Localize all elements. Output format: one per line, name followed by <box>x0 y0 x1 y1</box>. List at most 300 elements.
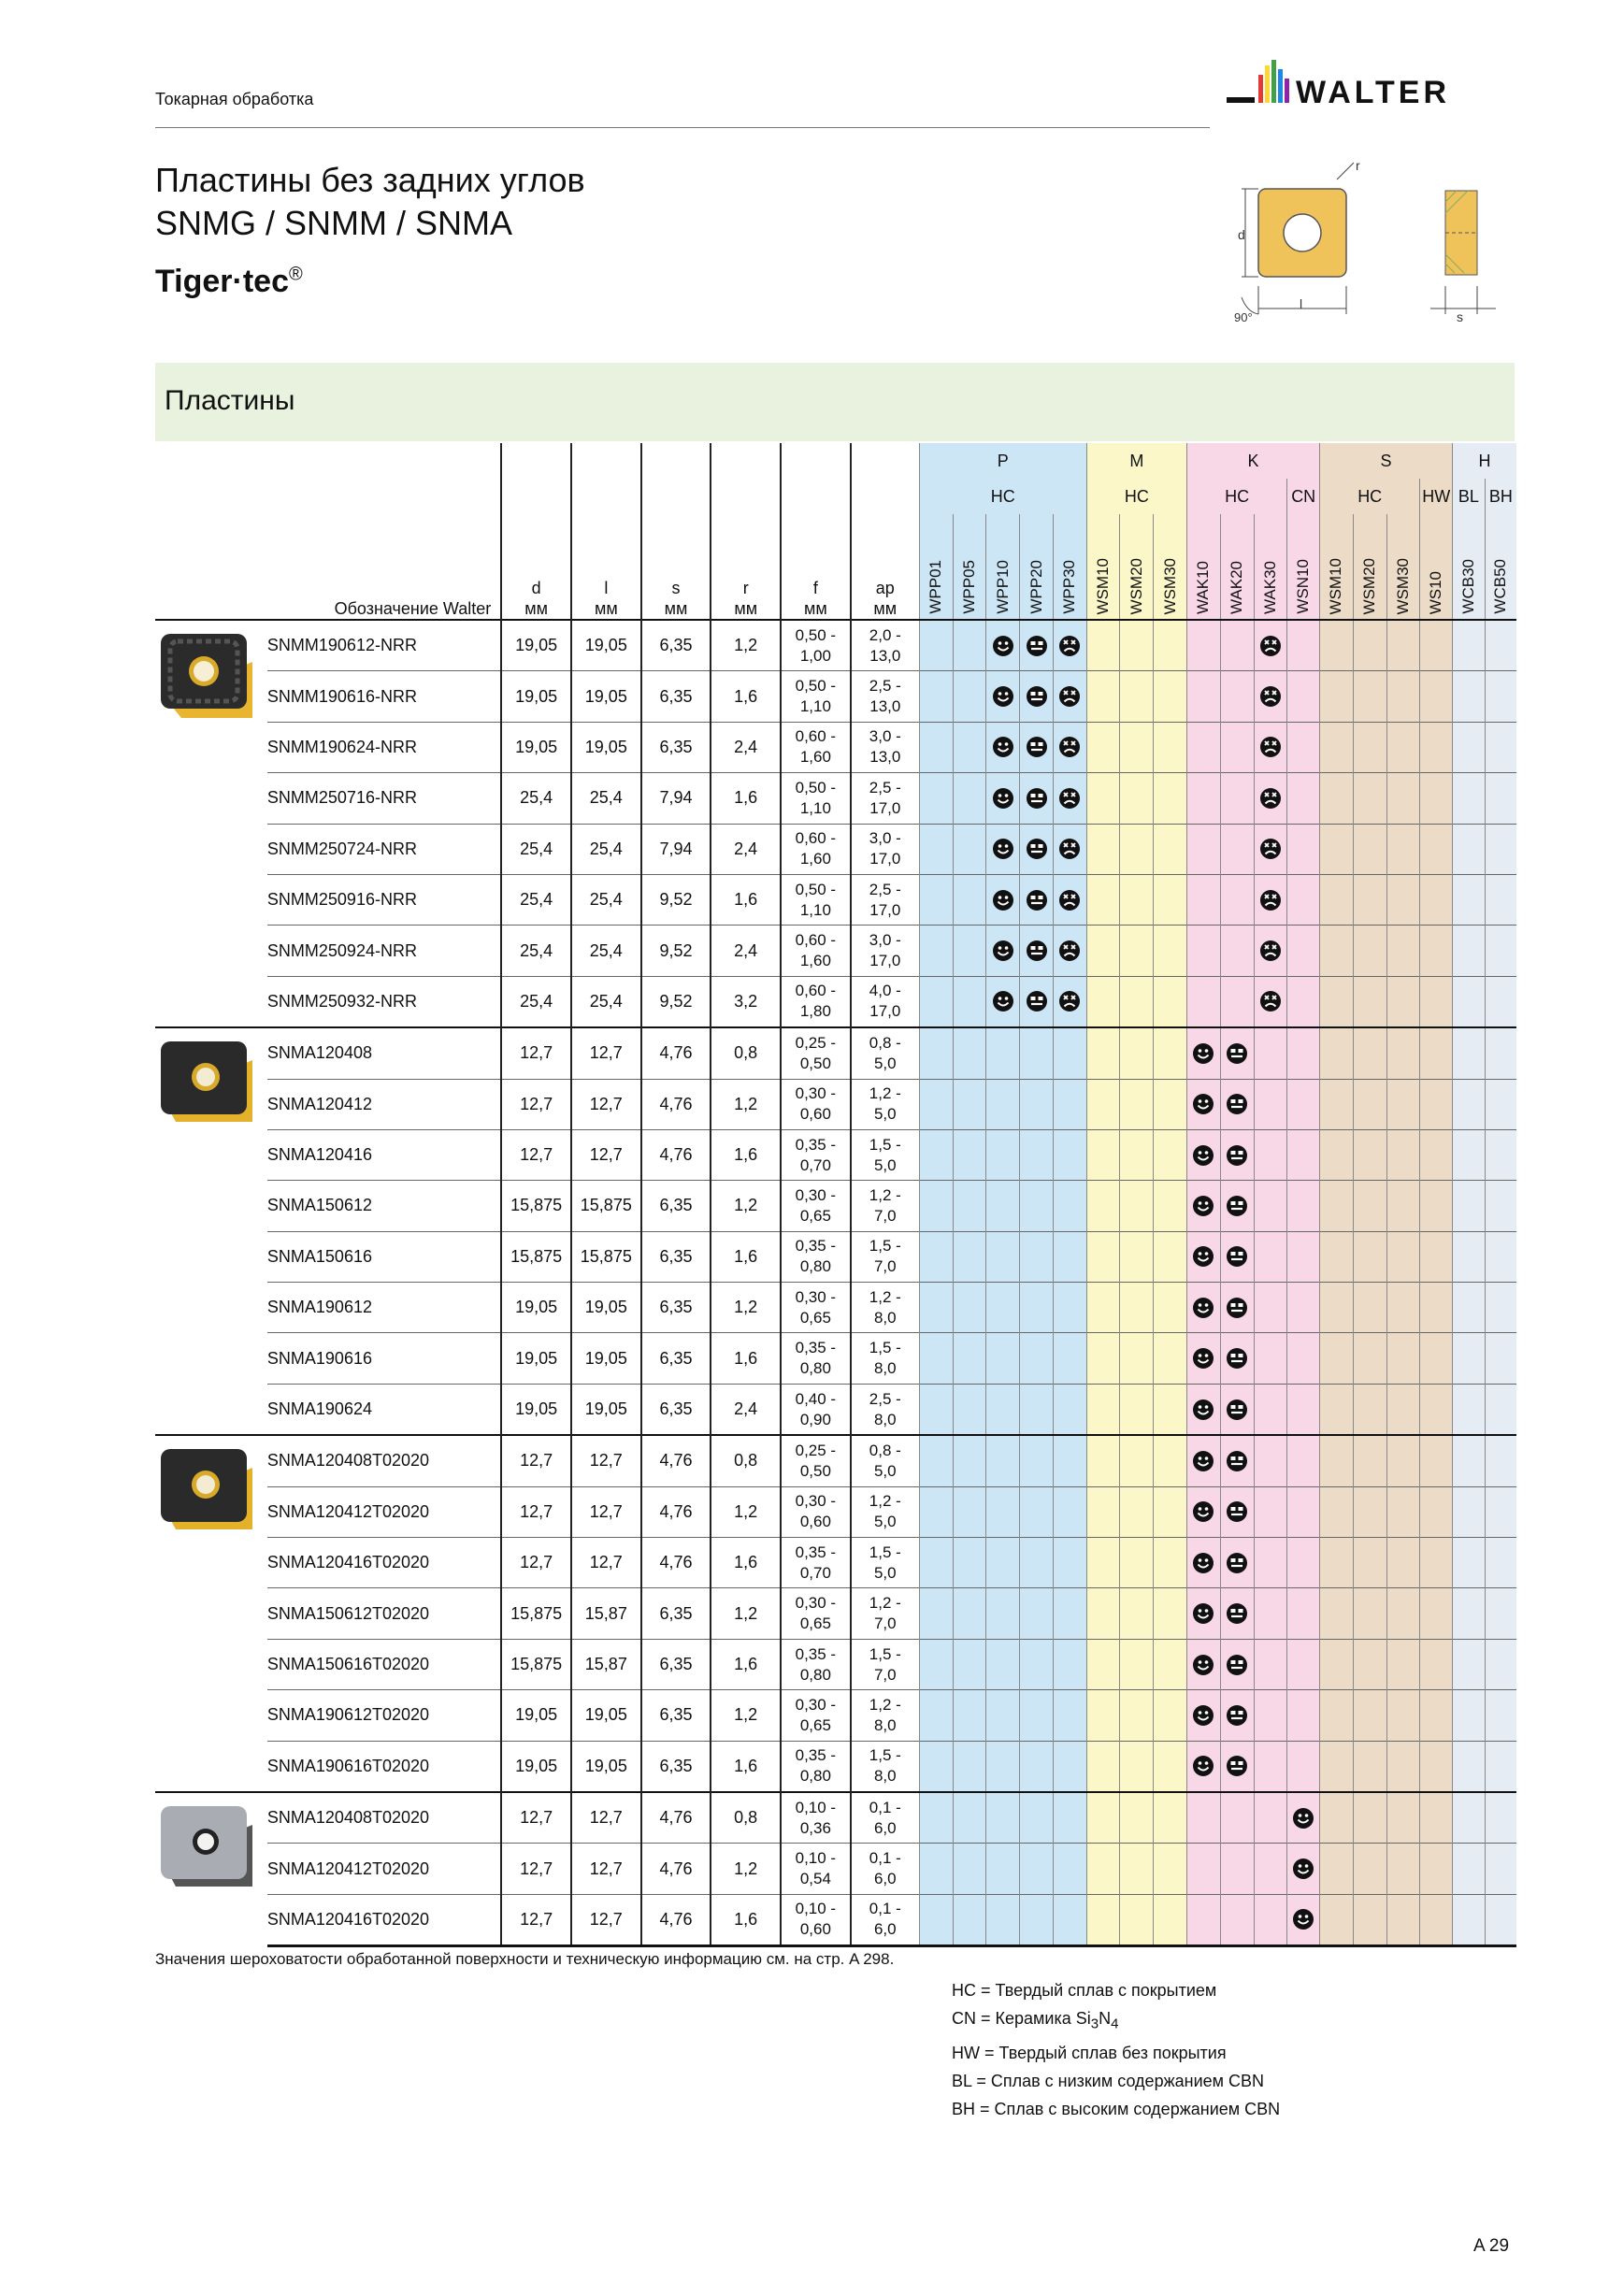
cell-f: 0,30 - 0,60 <box>781 1486 851 1537</box>
grade-cell-wpp10 <box>986 1639 1020 1689</box>
cell-ap: 3,0 - 17,0 <box>851 926 920 976</box>
table-row <box>155 1894 1516 1945</box>
svg-text:d: d <box>1238 227 1245 242</box>
designation-cell: SNMA120416T02020 <box>267 1538 501 1588</box>
grade-cell-wak10 <box>1187 1435 1221 1486</box>
svg-text:r: r <box>1356 158 1360 173</box>
grade-cell-wsm30 <box>1386 1129 1420 1180</box>
cell-d: 19,05 <box>501 1690 571 1741</box>
footnote: Значения шероховатости обработанной поверхности и техническую информацию см. на стр. A 298. <box>155 1950 895 1968</box>
medium-suitability-icon <box>1226 1245 1248 1268</box>
grade-cell-wak20 <box>1220 1129 1254 1180</box>
grade-header-wsm20: WSM20 <box>1120 514 1154 620</box>
grade-cell-wsm30 <box>1386 1792 1420 1844</box>
designation-cell: SNMM250724-NRR <box>267 824 501 874</box>
grade-cell-wsn10 <box>1287 1283 1320 1333</box>
grade-cell-wsm10 <box>1320 1690 1354 1741</box>
cell-r: 1,2 <box>711 1283 781 1333</box>
grade-cell-wsm10 <box>1320 1792 1354 1844</box>
grade-cell-wpp20 <box>1020 1588 1054 1639</box>
grade-cell-wsm30 <box>1386 1639 1420 1689</box>
grade-cell-wak10 <box>1187 1894 1221 1945</box>
grade-cell-wpp10 <box>986 620 1020 671</box>
grade-cell-ws10 <box>1420 1894 1453 1945</box>
grade-cell-wsm10 <box>1086 926 1120 976</box>
difficult-suitability-icon <box>1259 635 1282 657</box>
medium-suitability-icon <box>1226 1297 1248 1319</box>
grade-cell-wsm20 <box>1353 976 1386 1027</box>
grade-cell-wak10 <box>1187 1844 1221 1894</box>
grade-cell-wcb50 <box>1485 1027 1516 1079</box>
grade-cell-ws10 <box>1420 1844 1453 1894</box>
grade-cell-wpp01 <box>919 1690 953 1741</box>
cell-r: 0,8 <box>711 1027 781 1079</box>
grade-cell-wak30 <box>1254 1588 1287 1639</box>
grade-cell-wpp05 <box>953 1231 986 1282</box>
grade-cell-wsm10 <box>1086 1384 1120 1435</box>
grade-cell-wcb50 <box>1485 1181 1516 1231</box>
difficult-suitability-icon <box>1259 838 1282 860</box>
grade-cell-wcb50 <box>1485 1639 1516 1689</box>
grade-cell-wsn10 <box>1287 1538 1320 1588</box>
grade-cell-ws10 <box>1420 1435 1453 1486</box>
grade-cell-wsm20 <box>1120 1384 1154 1435</box>
grade-cell-wsm20 <box>1120 1129 1154 1180</box>
grade-cell-wsm10 <box>1320 1894 1354 1945</box>
table-row <box>155 1384 1516 1435</box>
material-group-S: S <box>1320 443 1453 479</box>
cell-d: 19,05 <box>501 620 571 671</box>
grade-cell-wak10 <box>1187 1588 1221 1639</box>
table-row <box>155 722 1516 772</box>
good-suitability-icon <box>992 940 1014 962</box>
designation-cell: SNMA190616 <box>267 1333 501 1384</box>
cell-ap: 0,1 - 6,0 <box>851 1792 920 1844</box>
grade-cell-wpp20 <box>1020 1435 1054 1486</box>
grade-cell-wsm10 <box>1086 1894 1120 1945</box>
grade-cell-wsn10 <box>1287 1639 1320 1689</box>
material-group-H: H <box>1453 443 1516 479</box>
cell-s: 6,35 <box>641 620 711 671</box>
grade-cell-wak30 <box>1254 1538 1287 1588</box>
grade-cell-wak30 <box>1254 1027 1287 1079</box>
grade-cell-wpp30 <box>1053 1690 1086 1741</box>
column-header-d: d мм <box>501 443 571 620</box>
designation-cell: SNMA120408T02020 <box>267 1435 501 1486</box>
grade-cell-wsm20 <box>1120 824 1154 874</box>
designation-cell: SNMA120412T02020 <box>267 1486 501 1537</box>
grade-cell-wak30 <box>1254 773 1287 824</box>
grade-cell-wak20 <box>1220 1741 1254 1792</box>
cell-l: 15,87 <box>571 1639 641 1689</box>
grade-cell-ws10 <box>1420 1079 1453 1129</box>
grade-cell-wak20 <box>1220 1538 1254 1588</box>
cell-f: 0,30 - 0,65 <box>781 1181 851 1231</box>
cell-d: 12,7 <box>501 1792 571 1844</box>
medium-suitability-icon <box>1226 1755 1248 1777</box>
header-row-groups <box>155 443 1516 479</box>
difficult-suitability-icon <box>1259 889 1282 911</box>
cell-s: 7,94 <box>641 773 711 824</box>
medium-suitability-icon <box>1226 1704 1248 1727</box>
grade-cell-wsn10 <box>1287 1231 1320 1282</box>
designation-cell: SNMA190624 <box>267 1384 501 1435</box>
grade-cell-wpp30 <box>1053 620 1086 671</box>
grade-cell-wpp30 <box>1053 1792 1086 1844</box>
grade-cell-wcb30 <box>1453 976 1486 1027</box>
cell-l: 25,4 <box>571 874 641 925</box>
cell-r: 1,2 <box>711 1486 781 1537</box>
grade-header-wsm10: WSM10 <box>1086 514 1120 620</box>
grade-cell-wpp01 <box>919 824 953 874</box>
grade-cell-wak20 <box>1220 1231 1254 1282</box>
cell-d: 15,875 <box>501 1639 571 1689</box>
grade-cell-wpp10 <box>986 1384 1020 1435</box>
grade-cell-wak30 <box>1254 1333 1287 1384</box>
grade-cell-wpp30 <box>1053 1538 1086 1588</box>
good-suitability-icon <box>1192 1042 1214 1065</box>
grade-cell-wcb50 <box>1485 1588 1516 1639</box>
grade-cell-wpp05 <box>953 1486 986 1537</box>
grade-cell-wsm30 <box>1154 976 1187 1027</box>
grade-cell-wsm20 <box>1353 1435 1386 1486</box>
grade-cell-wsn10 <box>1287 976 1320 1027</box>
grade-cell-wsm30 <box>1386 1435 1420 1486</box>
grade-cell-wak10 <box>1187 1181 1221 1231</box>
grade-header-wak20: WAK20 <box>1220 514 1254 620</box>
cell-ap: 1,5 - 8,0 <box>851 1333 920 1384</box>
grade-header-wpp10: WPP10 <box>986 514 1020 620</box>
grade-cell-wak20 <box>1220 1027 1254 1079</box>
grade-cell-wak10 <box>1187 773 1221 824</box>
grade-cell-wsm30 <box>1386 1333 1420 1384</box>
cell-f: 0,30 - 0,65 <box>781 1283 851 1333</box>
designation-cell: SNMA120408 <box>267 1027 501 1079</box>
grade-cell-ws10 <box>1420 926 1453 976</box>
grade-cell-wak30 <box>1254 1741 1287 1792</box>
grade-cell-wsm20 <box>1353 1741 1386 1792</box>
grade-cell-wpp10 <box>986 1792 1020 1844</box>
designation-cell: SNMA120408T02020 <box>267 1792 501 1844</box>
grade-cell-wsm10 <box>1086 1639 1120 1689</box>
cell-f: 0,35 - 0,80 <box>781 1231 851 1282</box>
grade-cell-wpp30 <box>1053 1283 1086 1333</box>
table-row <box>155 671 1516 722</box>
grade-cell-ws10 <box>1420 1741 1453 1792</box>
cell-s: 9,52 <box>641 976 711 1027</box>
good-suitability-icon <box>1192 1450 1214 1472</box>
grade-cell-wpp01 <box>919 926 953 976</box>
grade-cell-wpp20 <box>1020 1741 1054 1792</box>
good-suitability-icon <box>1192 1602 1214 1625</box>
coating-group-hc: HC <box>1086 479 1186 514</box>
cell-s: 4,76 <box>641 1435 711 1486</box>
grade-cell-wsn10 <box>1287 874 1320 925</box>
cell-s: 4,76 <box>641 1027 711 1079</box>
table-row <box>155 1079 1516 1129</box>
difficult-suitability-icon <box>1058 787 1081 810</box>
good-suitability-icon <box>992 736 1014 758</box>
grade-cell-wsm20 <box>1353 874 1386 925</box>
cell-s: 4,76 <box>641 1129 711 1180</box>
cell-s: 4,76 <box>641 1844 711 1894</box>
grade-cell-wak10 <box>1187 1538 1221 1588</box>
table-row <box>155 1283 1516 1333</box>
grade-cell-ws10 <box>1420 773 1453 824</box>
grade-cell-wsn10 <box>1287 1844 1320 1894</box>
grade-cell-wsm20 <box>1120 773 1154 824</box>
grade-cell-wcb30 <box>1453 722 1486 772</box>
grade-cell-wak30 <box>1254 1792 1287 1844</box>
grade-cell-wsm30 <box>1154 1792 1187 1844</box>
grade-cell-ws10 <box>1420 1333 1453 1384</box>
grade-cell-wsm20 <box>1120 976 1154 1027</box>
grade-cell-wak10 <box>1187 1231 1221 1282</box>
snma-insert-gold-image <box>155 1032 258 1135</box>
designation-cell: SNMA120412T02020 <box>267 1844 501 1894</box>
grade-cell-wpp30 <box>1053 722 1086 772</box>
grade-cell-wpp30 <box>1053 926 1086 976</box>
grade-cell-wcb30 <box>1453 824 1486 874</box>
cell-r: 1,6 <box>711 1894 781 1945</box>
cell-f: 0,10 - 0,60 <box>781 1894 851 1945</box>
medium-suitability-icon <box>1026 736 1048 758</box>
grade-cell-wpp20 <box>1020 1792 1054 1844</box>
grade-cell-wpp01 <box>919 1588 953 1639</box>
grade-cell-wsm10 <box>1320 1231 1354 1282</box>
grade-cell-wsn10 <box>1287 1384 1320 1435</box>
insert-dimension-diagram <box>1225 157 1515 335</box>
grade-cell-wcb50 <box>1485 1894 1516 1945</box>
grade-cell-wsm10 <box>1086 1486 1120 1537</box>
grade-cell-wsm30 <box>1386 1181 1420 1231</box>
good-suitability-icon <box>1192 1500 1214 1523</box>
cell-s: 6,35 <box>641 1639 711 1689</box>
grade-cell-wpp05 <box>953 1792 986 1844</box>
table-row <box>155 1027 1516 1079</box>
grade-cell-wsm20 <box>1353 1129 1386 1180</box>
grade-cell-wsm30 <box>1154 1027 1187 1079</box>
coating-group-hc: HC <box>1187 479 1287 514</box>
cell-r: 1,2 <box>711 1844 781 1894</box>
grade-cell-wsn10 <box>1287 1894 1320 1945</box>
grade-cell-wpp01 <box>919 1741 953 1792</box>
grade-cell-wak30 <box>1254 1486 1287 1537</box>
grade-cell-wsm30 <box>1154 722 1187 772</box>
grade-cell-wak20 <box>1220 620 1254 671</box>
grade-cell-wak10 <box>1187 722 1221 772</box>
cell-s: 9,52 <box>641 874 711 925</box>
table-row <box>155 1588 1516 1639</box>
cell-d: 25,4 <box>501 926 571 976</box>
grade-cell-wsm20 <box>1353 1588 1386 1639</box>
coating-group-hc: HC <box>1320 479 1420 514</box>
cell-s: 6,35 <box>641 1181 711 1231</box>
cell-ap: 3,0 - 17,0 <box>851 824 920 874</box>
grade-cell-wsm10 <box>1320 1283 1354 1333</box>
cell-d: 12,7 <box>501 1129 571 1180</box>
designation-header-cell <box>155 443 501 620</box>
grade-header-wak30: WAK30 <box>1254 514 1287 620</box>
grade-cell-wpp10 <box>986 1588 1020 1639</box>
grade-cell-wak20 <box>1220 722 1254 772</box>
grade-cell-wcb50 <box>1485 1844 1516 1894</box>
medium-suitability-icon <box>1226 1399 1248 1421</box>
grade-cell-wpp05 <box>953 1384 986 1435</box>
grade-cell-wcb30 <box>1453 1639 1486 1689</box>
grade-cell-wpp05 <box>953 1283 986 1333</box>
svg-text:s: s <box>1457 309 1463 324</box>
grade-cell-ws10 <box>1420 1588 1453 1639</box>
grade-cell-wcb30 <box>1453 1283 1486 1333</box>
grade-cell-wpp01 <box>919 1486 953 1537</box>
grade-cell-wsm30 <box>1386 874 1420 925</box>
grade-cell-wcb30 <box>1453 1538 1486 1588</box>
grade-header-wak10: WAK10 <box>1187 514 1221 620</box>
designation-cell: SNMA190612 <box>267 1283 501 1333</box>
grade-cell-wak10 <box>1187 1741 1221 1792</box>
grade-cell-wsm10 <box>1086 1181 1120 1231</box>
grade-cell-wsm10 <box>1086 1027 1120 1079</box>
grade-cell-wsm30 <box>1386 1741 1420 1792</box>
grade-header-ws10: WS10 <box>1420 514 1453 620</box>
grade-cell-wpp20 <box>1020 1027 1054 1079</box>
cell-r: 2,4 <box>711 824 781 874</box>
cell-s: 6,35 <box>641 671 711 722</box>
grade-cell-wcb50 <box>1485 671 1516 722</box>
grade-cell-wsm20 <box>1353 773 1386 824</box>
cell-d: 25,4 <box>501 874 571 925</box>
cell-r: 1,6 <box>711 1639 781 1689</box>
designation-cell: SNMA190612T02020 <box>267 1690 501 1741</box>
grade-cell-ws10 <box>1420 620 1453 671</box>
medium-suitability-icon <box>1226 1042 1248 1065</box>
grade-cell-wpp05 <box>953 1027 986 1079</box>
grade-cell-wak10 <box>1187 1129 1221 1180</box>
grade-cell-wpp20 <box>1020 1129 1054 1180</box>
grade-cell-wak20 <box>1220 1894 1254 1945</box>
grade-cell-wsn10 <box>1287 1435 1320 1486</box>
grade-cell-wak30 <box>1254 926 1287 976</box>
coating-group-cn: CN <box>1287 479 1320 514</box>
grade-cell-wak30 <box>1254 1639 1287 1689</box>
grade-cell-wcb30 <box>1453 1129 1486 1180</box>
good-suitability-icon <box>1292 1807 1314 1830</box>
grade-cell-wcb30 <box>1453 620 1486 671</box>
table-row <box>155 1486 1516 1537</box>
grade-cell-wak20 <box>1220 1333 1254 1384</box>
medium-suitability-icon <box>1026 940 1048 962</box>
cell-l: 12,7 <box>571 1435 641 1486</box>
grade-cell-wsm10 <box>1320 1333 1354 1384</box>
difficult-suitability-icon <box>1259 736 1282 758</box>
grade-cell-wpp30 <box>1053 1486 1086 1537</box>
grade-cell-wsm30 <box>1154 824 1187 874</box>
good-suitability-icon <box>1192 1704 1214 1727</box>
medium-suitability-icon <box>1026 635 1048 657</box>
cell-f: 0,30 - 0,60 <box>781 1079 851 1129</box>
grade-cell-wak30 <box>1254 1894 1287 1945</box>
grade-cell-wsm20 <box>1120 1894 1154 1945</box>
legend-item: BH = Сплав с высоким содержанием CBN <box>952 2099 1281 2118</box>
grade-cell-wsm30 <box>1154 1181 1187 1231</box>
table-row <box>155 1690 1516 1741</box>
grade-cell-wak10 <box>1187 1027 1221 1079</box>
table-row <box>155 1741 1516 1792</box>
cell-s: 6,35 <box>641 1690 711 1741</box>
table-row <box>155 1844 1516 1894</box>
grade-cell-wpp20 <box>1020 722 1054 772</box>
grade-cell-wsm30 <box>1386 1486 1420 1537</box>
grade-cell-wak30 <box>1254 1690 1287 1741</box>
grade-cell-wcb30 <box>1453 1079 1486 1129</box>
grade-cell-wak10 <box>1187 1283 1221 1333</box>
cell-r: 1,2 <box>711 1181 781 1231</box>
grade-cell-wsm10 <box>1086 824 1120 874</box>
coating-group-hc: HC <box>919 479 1086 514</box>
grade-cell-wsm20 <box>1120 1690 1154 1741</box>
difficult-suitability-icon <box>1058 635 1081 657</box>
cell-l: 19,05 <box>571 722 641 772</box>
grade-cell-wsm20 <box>1353 1384 1386 1435</box>
cell-l: 15,875 <box>571 1181 641 1231</box>
medium-suitability-icon <box>1226 1654 1248 1676</box>
cell-r: 0,8 <box>711 1435 781 1486</box>
grade-cell-wpp05 <box>953 824 986 874</box>
designation-cell: SNMA190616T02020 <box>267 1741 501 1792</box>
grade-cell-wsn10 <box>1287 824 1320 874</box>
insert-image-cell <box>155 620 267 1027</box>
designation-header: Обозначение Walter <box>334 599 492 618</box>
cell-f: 0,35 - 0,80 <box>781 1333 851 1384</box>
cell-l: 12,7 <box>571 1079 641 1129</box>
good-suitability-icon <box>1192 1552 1214 1574</box>
grade-cell-ws10 <box>1420 1027 1453 1079</box>
grade-cell-wsm30 <box>1154 1384 1187 1435</box>
grade-cell-wcb30 <box>1453 1384 1486 1435</box>
grade-cell-wpp05 <box>953 1079 986 1129</box>
designation-cell: SNMA120416 <box>267 1129 501 1180</box>
difficult-suitability-icon <box>1259 990 1282 1012</box>
designation-cell: SNMM250932-NRR <box>267 976 501 1027</box>
grade-cell-wsm20 <box>1120 1639 1154 1689</box>
grade-cell-wpp01 <box>919 1231 953 1282</box>
grade-cell-wsm30 <box>1154 1129 1187 1180</box>
grade-cell-wsm20 <box>1353 1079 1386 1129</box>
grade-cell-wsm10 <box>1320 824 1354 874</box>
grade-cell-wsm30 <box>1154 1333 1187 1384</box>
grade-cell-wsm30 <box>1154 1844 1187 1894</box>
designation-cell: SNMM250916-NRR <box>267 874 501 925</box>
grade-cell-wpp05 <box>953 773 986 824</box>
grade-cell-wpp20 <box>1020 1333 1054 1384</box>
cell-f: 0,25 - 0,50 <box>781 1027 851 1079</box>
grade-cell-wcb50 <box>1485 1283 1516 1333</box>
grade-cell-wak30 <box>1254 874 1287 925</box>
grade-cell-wak10 <box>1187 976 1221 1027</box>
grade-cell-wak20 <box>1220 1181 1254 1231</box>
grade-cell-wpp30 <box>1053 1384 1086 1435</box>
cell-r: 2,4 <box>711 926 781 976</box>
cell-f: 0,60 - 1,60 <box>781 722 851 772</box>
grade-cell-wcb50 <box>1485 1486 1516 1537</box>
grade-cell-wpp20 <box>1020 1690 1054 1741</box>
grade-cell-wsm30 <box>1386 722 1420 772</box>
grade-cell-ws10 <box>1420 1181 1453 1231</box>
grade-cell-wpp05 <box>953 1690 986 1741</box>
grade-cell-wsm10 <box>1320 1181 1354 1231</box>
grade-cell-wak10 <box>1187 926 1221 976</box>
